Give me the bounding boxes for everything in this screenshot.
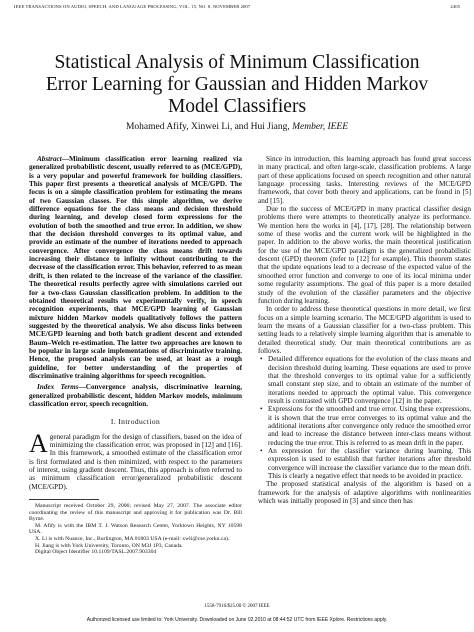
running-header bbox=[14, 4, 460, 9]
left-column bbox=[29, 155, 242, 556]
intro-paragraph bbox=[29, 428, 242, 491]
abstract-text: —Minimum classification error learning realized via generalized probabilistic descent, usually referred to as (MCE/GPD), is a very popular and powerful framework for building classifiers. This paper first presents a theoretical analysis of MCE/GPD. The focus is on a simple classification problem for estimating the means of two Gaussian classes. For this simple algorithm, we derive difference equations for the class means and decision threshold during learning, and develop closed form expressions for the evolution of both the smoothed and true error. In addition, we show that the decision threshold converges to its optimal value, and provide an estimate of the number of iterations needed to approach convergence. After convergence the class means drift towards increasing their distance to infinity without contributing to the decrease of the classification error. This behavior, referred to as mean drift, is then related to the increase of the variance of the classifier. The theoretical results perfectly agree with simulations carried out for a two-class Gaussian classification problem. In addition to the obtained theoretical results we experimentally verify, in speech recognition experiments, that MCE/GPD learning of Gaussian mixture hidden Markov models qualitatively follows the pattern suggested by the theoretical analysis. We also discuss links between MCE/GPD learning and both batch gradient descent and extended Baum–Welch re-estimation. The latter two approaches are known to be popular in large scale implementations of discriminative training. Hence, the proposed analysis can be used, at least as a rough guideline, for better understanding of the properties of discriminative training algorithms for speech recognition. bbox=[29, 155, 242, 380]
footnote-doi: Digital Object Identifier 10.1109/TASL.2007.903304 bbox=[35, 549, 157, 556]
abstract-lead: Abstract bbox=[37, 155, 62, 163]
body-paragraph: Since its introduction, this learning approach has found great success in many practical, and often large-scale, classification problems. A large part of these applications focused on speech recognition and other natural language processing tasks. Interesting reviews of the MCE/GPD framework, that cover both theory and applications, can be found in [5] and [15]. bbox=[258, 155, 471, 205]
list-item: • Expressions for the smoothed and true error. Using these expressions, it is shown that the true error converges to its optimal value and the additional iterations after convergence only reduce the smoothed error and lead to increase the distance between inter-class means without reducing the true error. This is referred to as mean drift in the paper. bbox=[258, 405, 471, 447]
body-paragraph: Due to the success of MCE/GPD in many practical classifier design problems there were attempts to theoretically analyze its performance. We mention here the works in [4], [17], [28]. The relationship between some of these works and the current work will be highlighted in the paper. In addition to the above works, the main theoretical justification for the use of the MCE/GPD paradigm is the generalized probabilistic descent (GPD) theorem (refer to [12] for example). This theorem states that the update equations lead to a decrease of the expected value of the smoothed error function and converge to one of its local minima under some regularity assumptions. The goal of this paper is a more detailed study of the evolution of the classifier parameters and the objective function during learning. bbox=[258, 205, 471, 305]
copyright-line: 1558-7916/$25.00 © 2007 IEEE bbox=[204, 604, 270, 609]
body-paragraph: The proposed statistical analysis of the algorithm is based on a framework for the analysis of adaptive algorithms with nonlinearities which was initially proposed in [3] and since then has bbox=[258, 480, 471, 506]
intro-text: general paradigm for the design of classifiers, based on the idea of minimizing the classification error, was proposed in [12] and [16]. In this framework, a smoothed estimate of the classification error is first formulated and is then minimized, with respect to the parameters of interest, using gradient descent. Thus, this approach is often referred to as minimum classification error/generalized probabilistic descent (MCE/GPD). bbox=[29, 432, 242, 491]
author-names: Mohamed Afify, Xinwei Li, and Hui Jiang, bbox=[125, 122, 290, 132]
footnote-li: X. Li is with Nuance, Inc., Burlington, MA 01803 USA (e-mail: xwli@cse.yorku.ca). bbox=[35, 536, 230, 543]
drop-cap: A bbox=[29, 428, 48, 458]
list-item: • Detailed difference equations for the evolution of the class means and decision threshold during learning. These equations are used to prove that the threshold converges to its optimal value for a sufficiently small constant step size, and to obtain an estimate of the number of iterations needed to approach the optimal value. This convergence result is contrasted with GPD convergence [12] in the paper. bbox=[258, 355, 471, 405]
abstract bbox=[29, 155, 242, 380]
section-heading: I. Introduction bbox=[110, 417, 161, 427]
footnote-divider bbox=[29, 499, 99, 500]
author-membership: Member, IEEE bbox=[292, 122, 349, 132]
contribution-list bbox=[258, 355, 471, 480]
footnote-received: Manuscript received October 29, 2006; revised May 27, 2007. The associate editor coordinating the review of this manuscript and approving it for publication was Dr. Bill Byrne. bbox=[29, 503, 242, 523]
index-terms-text: —Convergence analysis, discriminative learning, generalized probabilistic descent, hidden Markov models, minimum classification error, speech recognition. bbox=[29, 383, 242, 408]
list-item: • An expression for the classifier variance during learning. This expression is used to establish that further iterations after threshold convergence will increase the classifier variance due to the mean drift. This is clearly a negative effect that needs to be avoided in practice. bbox=[258, 447, 471, 480]
author-line bbox=[40, 122, 434, 132]
page-number: 2405 bbox=[450, 4, 460, 9]
footnote-afify: M. Afify is with the IBM T. J. Watson Research Center, Yorktown Heights, NY 10598 USA. bbox=[29, 522, 242, 536]
body-paragraph: In order to address these theoretical questions in more detail, we first focus on a simple learning scenario. The MCE/GPD algorithm is used to learn the means of a Gaussian classifier for a two-class problem. This setting leads to a relatively simple learning algorithm that is amenable to detailed theoretical study. Our main theoretical contributions are as follows. bbox=[258, 305, 471, 355]
right-column bbox=[258, 155, 471, 505]
index-terms bbox=[29, 383, 242, 408]
license-notice: Authorized licensed use limited to: York University. Downloaded on June 02,2010 at 08:44:52 UTC from IEEE Xplore. Restrictions apply. bbox=[86, 617, 388, 623]
paper-title: Statistical Analysis of Minimum Classification Error Learning for Gaussian and Hidden Markov Model Classifiers bbox=[45, 52, 429, 117]
footnotes bbox=[29, 503, 242, 556]
footnote-jiang: H. Jiang is with York University, Toronto, ON M3J 1P3, Canada. bbox=[35, 542, 183, 549]
journal-name: IEEE TRANSACTIONS ON AUDIO, SPEECH, AND LANGUAGE PROCESSING, VOL. 15, NO. 8, NOVEMBER 2007 bbox=[14, 4, 251, 9]
index-terms-lead: Index Terms bbox=[37, 383, 79, 392]
